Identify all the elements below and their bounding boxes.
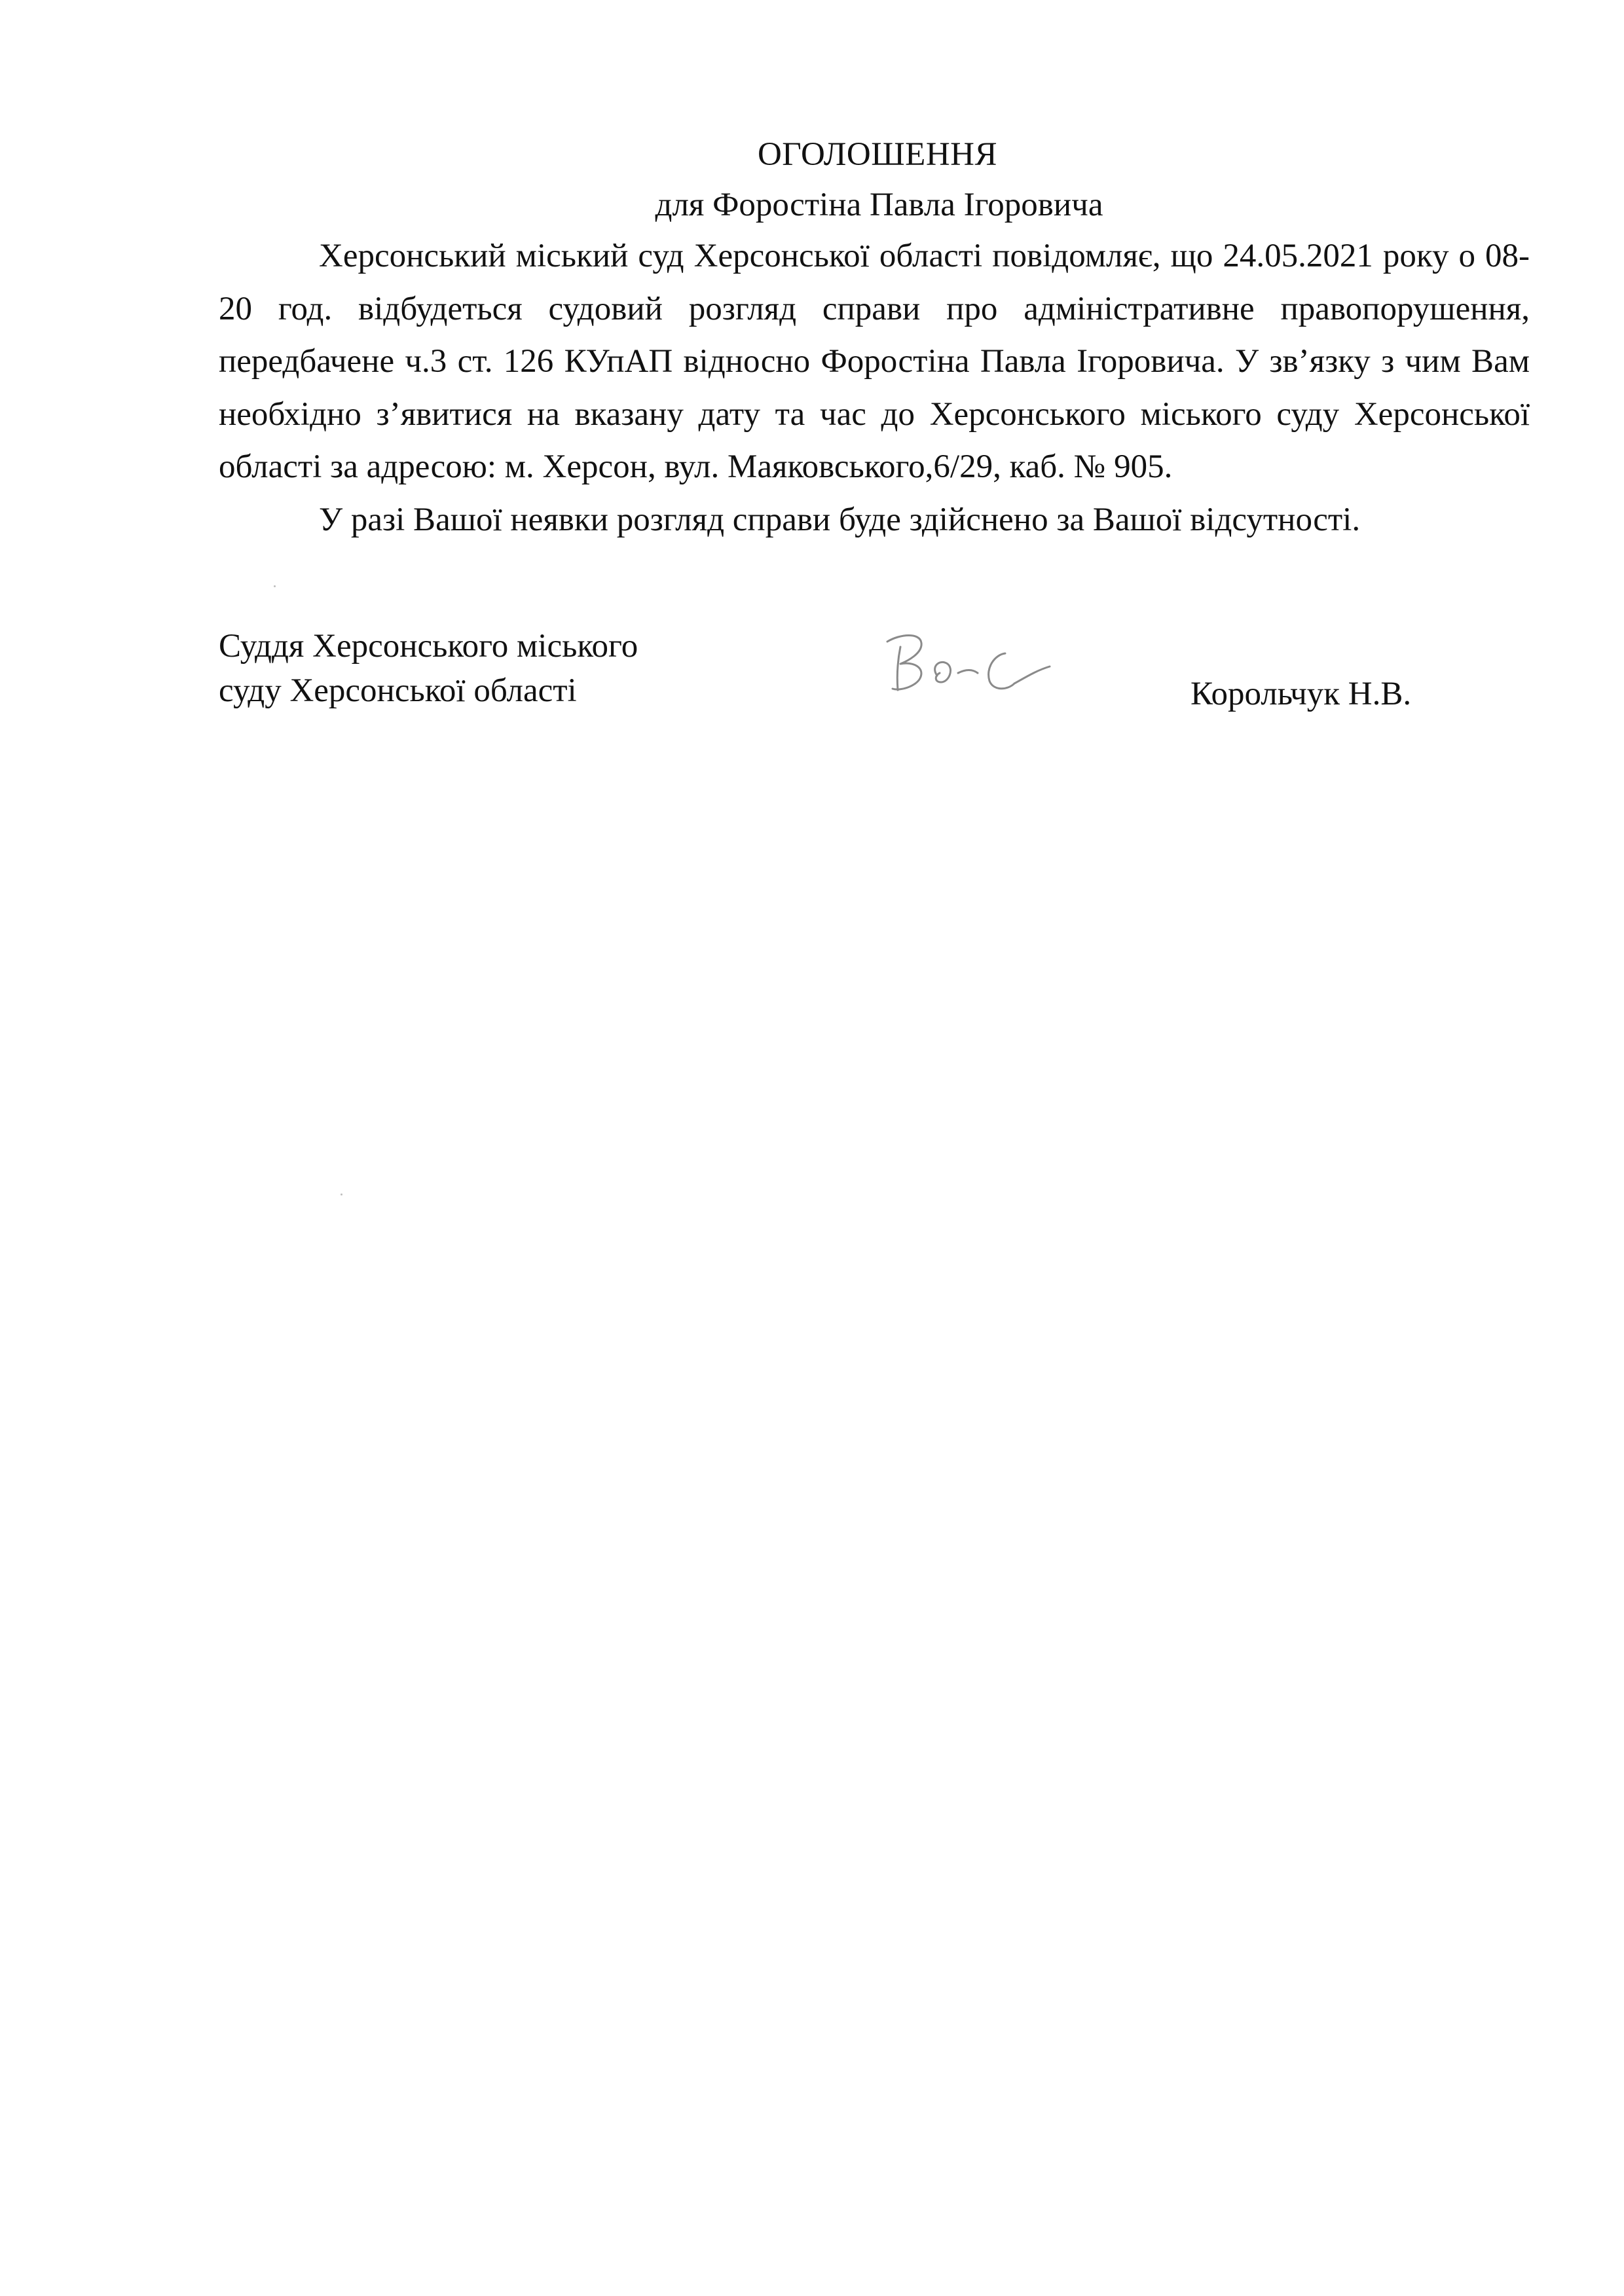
addressee-line: для Форостіна Павла Ігоровича bbox=[655, 187, 1103, 223]
scan-speck bbox=[341, 1194, 342, 1195]
notice-body bbox=[219, 230, 1530, 546]
signatory-position-line: Суддя Херсонського міського bbox=[219, 628, 638, 665]
notice-paragraph: У разі Вашої неявки розгляд справи буде здійснено за Вашої відсутності. bbox=[319, 501, 1361, 538]
handwritten-signature bbox=[874, 627, 1058, 699]
judge-name: Корольчук Н.В. bbox=[1190, 676, 1412, 712]
signatory-position-line: суду Херсонської області bbox=[219, 672, 577, 709]
notice-paragraph: Херсонський міський суд Херсонської області повідомляє, що 24.05.2021 року о 08-20 год. відбудеться судовий розгляд справи про адміністративне правопорушення, передбачене ч.3 ст. 126 КУпАП відносно Форостіна Павла Ігоровича. У зв’язку з чим Вам необхідно з’явитися на вказану дату та час до Херсонського міського суду Херсонської області за адресою: м. Херсон, вул. Маяковського,6/29, каб. № 905. bbox=[219, 238, 1530, 485]
signatory-position bbox=[219, 624, 638, 713]
scan-speck bbox=[274, 585, 276, 587]
document-title: ОГОЛОШЕННЯ bbox=[757, 136, 998, 173]
